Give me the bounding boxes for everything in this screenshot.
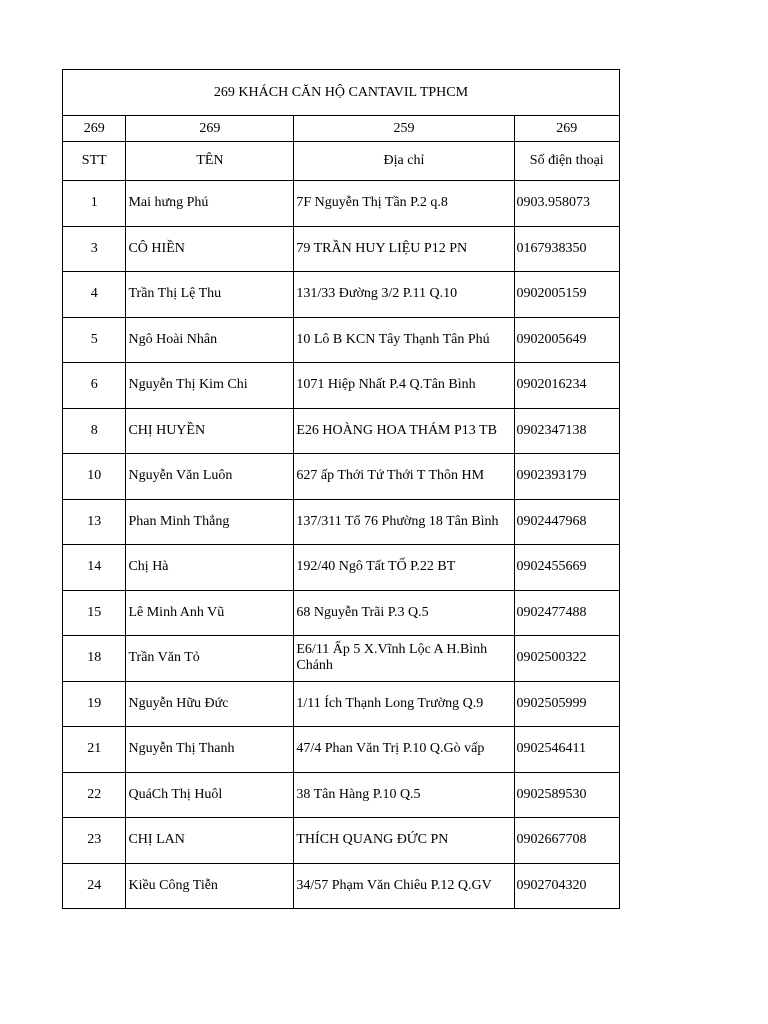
row-stt: 18 [63,636,126,682]
table-row [63,317,620,363]
table-row [63,681,620,727]
row-stt: 21 [63,727,126,773]
table-row [63,226,620,272]
row-phone: 0902393179 [514,454,620,500]
row-address: 627 ấp Thới Tứ Thới T Thôn HM [294,454,514,500]
row-name: Trần Văn Tỏ [126,636,294,682]
row-name: Phan Minh Thắng [126,499,294,545]
row-phone: 0902005649 [514,317,620,363]
row-phone: 0902667708 [514,818,620,864]
row-name: Nguyễn Thị Kim Chi [126,363,294,409]
row-phone: 0902589530 [514,772,620,818]
row-stt: 8 [63,408,126,454]
table-row [63,636,620,682]
row-name: Nguyễn Văn Luôn [126,454,294,500]
row-name: Chị Hà [126,545,294,591]
count-name: 269 [126,116,294,142]
header-phone: Số điện thoại [514,142,620,181]
row-phone: 0902704320 [514,863,620,909]
row-address: 38 Tân Hàng P.10 Q.5 [294,772,514,818]
row-phone: 0903.958073 [514,181,620,227]
row-name: CÔ HIỀN [126,226,294,272]
row-address: 34/57 Phạm Văn Chiêu P.12 Q.GV [294,863,514,909]
customer-table-body [63,70,620,909]
header-address: Địa chỉ [294,142,514,181]
count-address: 259 [294,116,514,142]
customer-table [62,69,620,909]
table-row [63,772,620,818]
table-row [63,499,620,545]
row-address: E6/11 Ấp 5 X.Vĩnh Lộc A H.Bình Chánh [294,636,514,682]
row-phone: 0902005159 [514,272,620,318]
row-phone: 0902500322 [514,636,620,682]
row-address: 192/40 Ngô Tất TỐ P.22 BT [294,545,514,591]
row-name: Kiều Công Tiễn [126,863,294,909]
row-name: Trần Thị Lệ Thu [126,272,294,318]
row-phone: 0902347138 [514,408,620,454]
count-row [63,116,620,142]
row-name: Ngô Hoài Nhân [126,317,294,363]
row-address: 131/33 Đường 3/2 P.11 Q.10 [294,272,514,318]
row-address: 47/4 Phan Văn Trị P.10 Q.Gò vấp [294,727,514,773]
row-phone: 0902016234 [514,363,620,409]
count-stt: 269 [63,116,126,142]
row-address: 7F Nguyễn Thị Tần P.2 q.8 [294,181,514,227]
row-stt: 22 [63,772,126,818]
table-title: 269 KHÁCH CĂN HỘ CANTAVIL TPHCM [63,70,620,116]
row-phone: 0167938350 [514,226,620,272]
row-name: CHỊ HUYỀN [126,408,294,454]
row-stt: 14 [63,545,126,591]
row-phone: 0902447968 [514,499,620,545]
table-row [63,727,620,773]
row-address: 1071 Hiệp Nhất P.4 Q.Tân Bình [294,363,514,409]
table-row [63,363,620,409]
row-stt: 19 [63,681,126,727]
row-address: 10 Lô B KCN Tây Thạnh Tân Phú [294,317,514,363]
table-row [63,863,620,909]
header-stt: STT [63,142,126,181]
row-stt: 6 [63,363,126,409]
row-stt: 3 [63,226,126,272]
row-stt: 1 [63,181,126,227]
row-stt: 10 [63,454,126,500]
row-name: Nguyễn Hữu Đức [126,681,294,727]
row-stt: 4 [63,272,126,318]
row-address: THÍCH QUANG ĐỨC PN [294,818,514,864]
row-name: QuáCh Thị Huôl [126,772,294,818]
row-name: Lê Minh Anh Vũ [126,590,294,636]
header-row [63,142,620,181]
row-name: CHỊ LAN [126,818,294,864]
count-phone: 269 [514,116,620,142]
table-row [63,408,620,454]
row-address: 1/11 Ích Thạnh Long Trường Q.9 [294,681,514,727]
row-address: 137/311 Tổ 76 Phường 18 Tân Bình [294,499,514,545]
row-phone: 0902505999 [514,681,620,727]
table-row [63,272,620,318]
row-phone: 0902477488 [514,590,620,636]
row-name: Nguyễn Thị Thanh [126,727,294,773]
row-address: 79 TRẦN HUY LIỆU P12 PN [294,226,514,272]
title-row [63,70,620,116]
row-stt: 24 [63,863,126,909]
table-row [63,181,620,227]
row-name: Mai hưng Phú [126,181,294,227]
header-name: TÊN [126,142,294,181]
table-row [63,590,620,636]
row-phone: 0902546411 [514,727,620,773]
row-stt: 15 [63,590,126,636]
row-address: E26 HOÀNG HOA THÁM P13 TB [294,408,514,454]
table-row [63,545,620,591]
row-stt: 5 [63,317,126,363]
row-stt: 13 [63,499,126,545]
row-phone: 0902455669 [514,545,620,591]
table-row [63,818,620,864]
row-address: 68 Nguyễn Trãi P.3 Q.5 [294,590,514,636]
row-stt: 23 [63,818,126,864]
table-row [63,454,620,500]
